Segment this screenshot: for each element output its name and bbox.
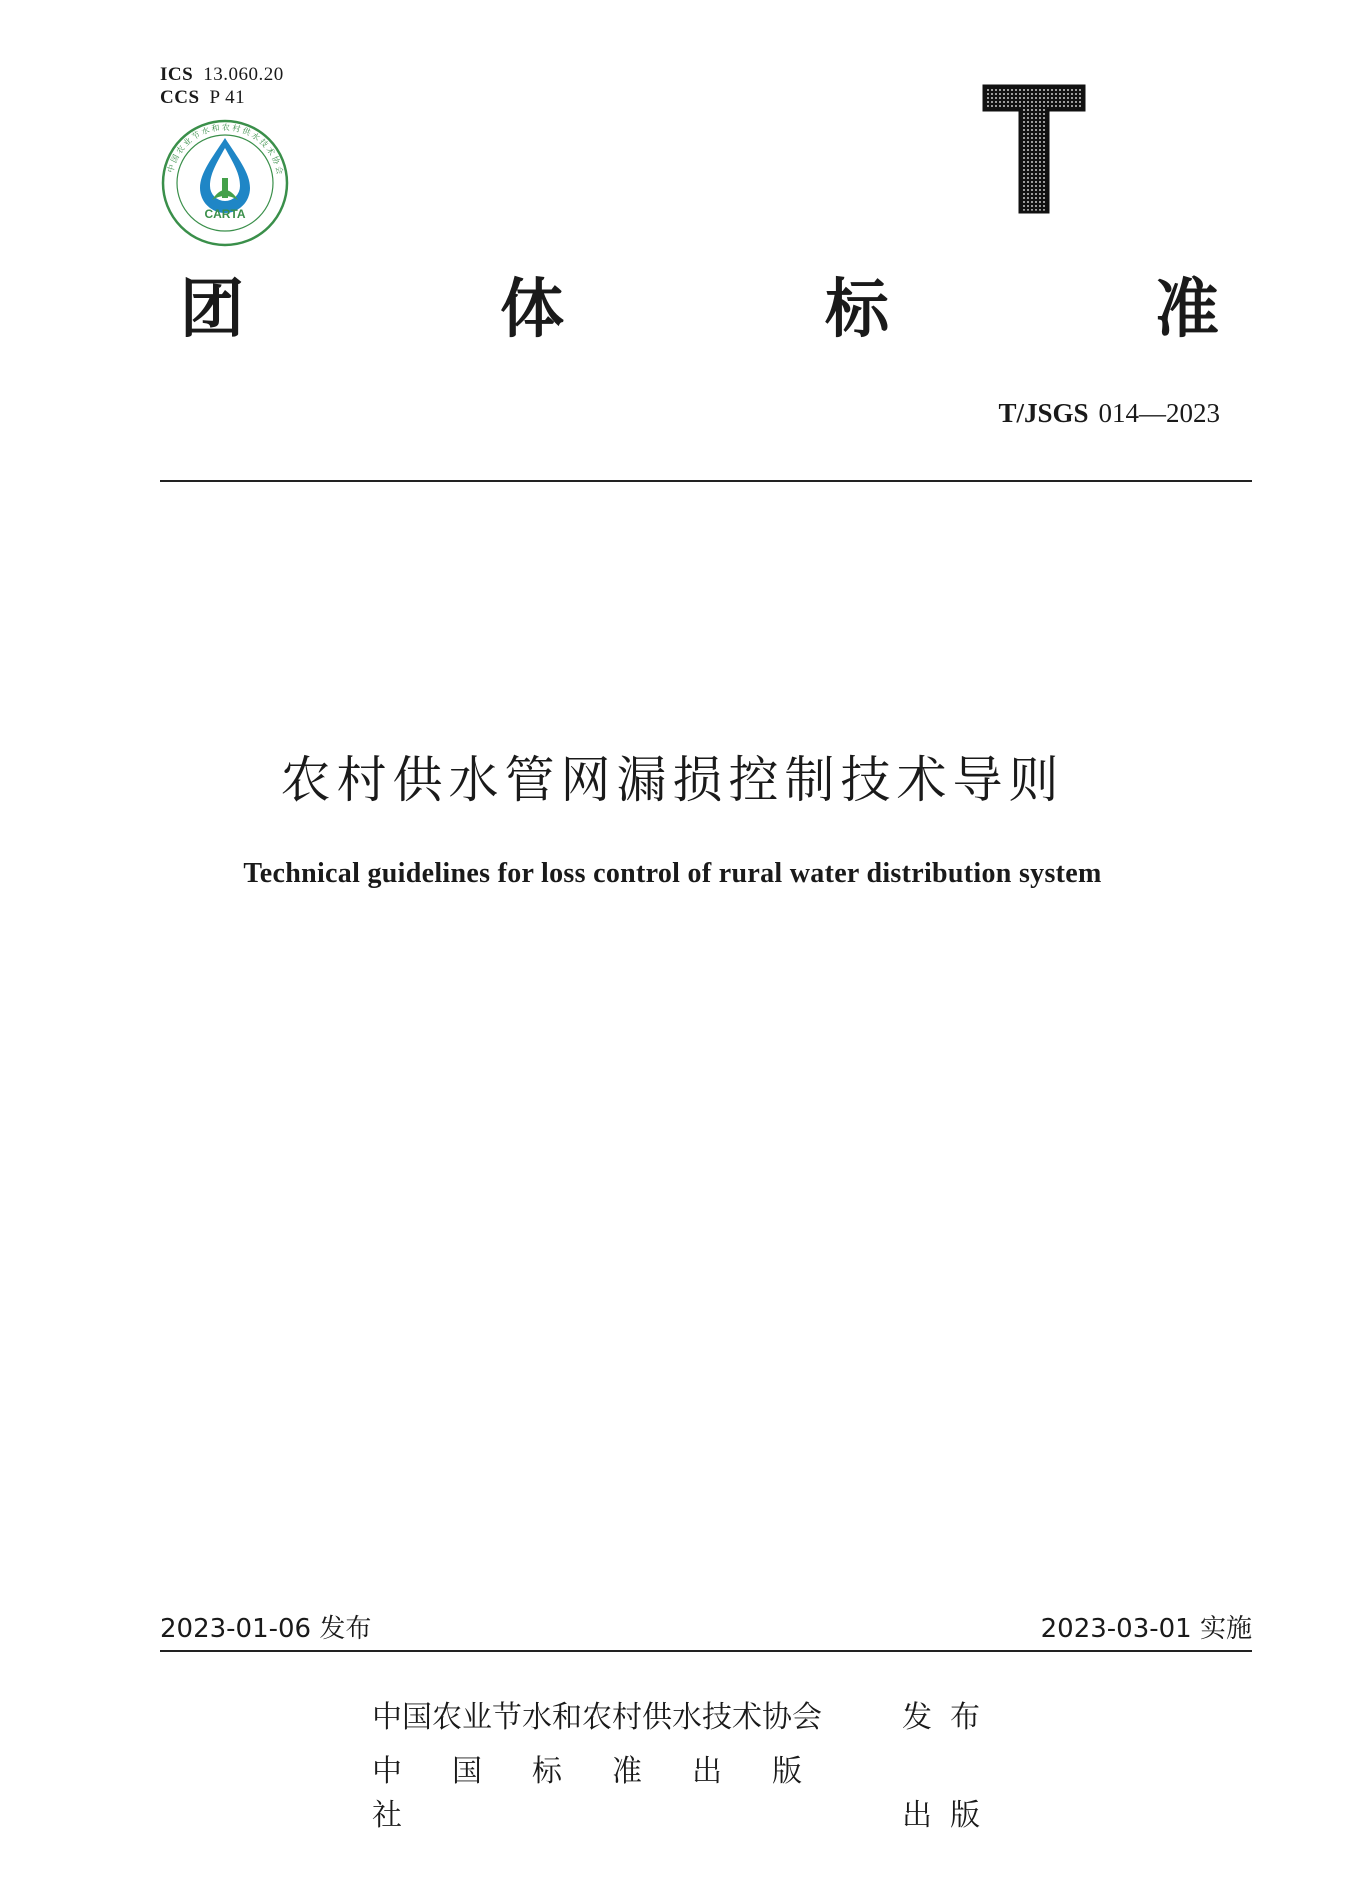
document-title-cn: 农村供水管网漏损控制技术导则 (280, 751, 1065, 809)
ics-label: ICS (160, 64, 194, 85)
cover-title (180, 270, 1240, 350)
publisher-row (372, 1692, 998, 1736)
association-logo (160, 118, 290, 248)
ccs-value: P 41 (209, 87, 246, 108)
cover-title-char: 准 (1155, 273, 1219, 347)
publisher-name: 中国农业节水和农村供水技术协会 (372, 1700, 822, 1735)
ccs-code (160, 87, 245, 109)
footer-divider (160, 1650, 1252, 1652)
publish-date: 2023-01-06 发布 (160, 1614, 372, 1644)
publisher-role: 发布 (902, 1700, 998, 1735)
standard-type-mark (982, 84, 1086, 214)
cover-title-char: 体 (500, 273, 564, 347)
header-divider (160, 480, 1252, 482)
cover-title-char: 团 (180, 273, 244, 347)
implement-date: 2023-03-01 实施 (1040, 1614, 1252, 1644)
document-title-en: Technical guidelines for loss control of rural water distribution system (243, 858, 1102, 889)
press-role: 出版 (902, 1798, 998, 1833)
logo-text: CARTA (204, 207, 246, 221)
press-row (372, 1746, 998, 1834)
press-name: 中国标准出版社 (372, 1754, 852, 1833)
logo-ring-text: 中国农业节水和农村供水技术协会 (165, 122, 285, 178)
standard-number (998, 398, 1220, 429)
standard-number-code: 014—2023 (1098, 398, 1220, 428)
standard-number-prefix: T/JSGS (998, 398, 1089, 428)
ics-value: 13.060.20 (203, 64, 284, 85)
ics-code (160, 64, 284, 86)
ccs-label: CCS (160, 87, 200, 108)
cover-title-char: 标 (825, 273, 889, 347)
